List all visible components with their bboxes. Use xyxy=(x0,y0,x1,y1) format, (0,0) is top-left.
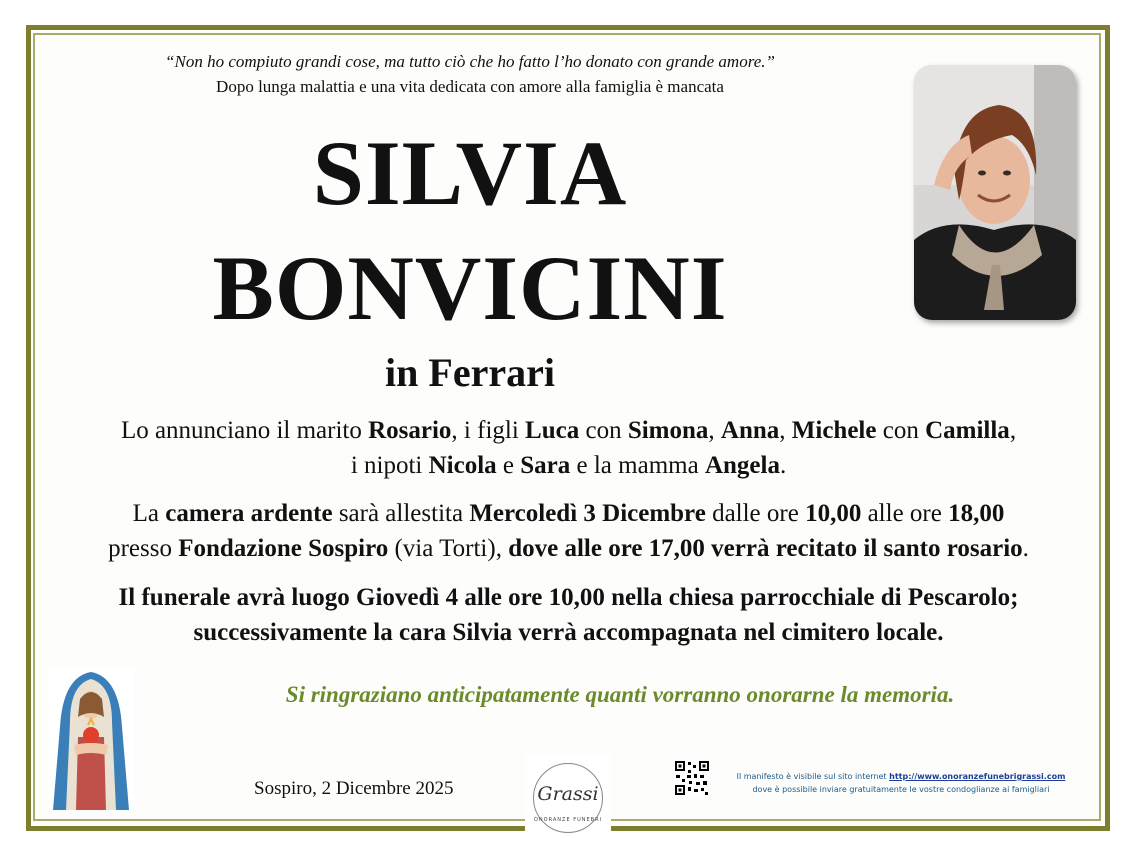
website-info: Il manifesto è visibile sul sito internet http://www.onoranzefunebrigrassi.com dove è possibile inviare gratuitamente le vostre condoglianze ai famigliari xyxy=(736,772,1066,794)
family-announcement: Lo annunciano il marito Rosario, i figli Luca con Simona, Anna, Michele con Camilla, i nipoti Nicola e Sara e la mamma Angela. xyxy=(120,417,1017,479)
madonna-image xyxy=(48,667,134,810)
grandchild-name: Sara xyxy=(520,452,571,479)
logo-name: Grassi xyxy=(537,783,599,805)
funeral-details: Il funerale avrà luogo Giovedì 4 alle ore 10,00 nella chiesa parrocchiale di Pescarolo; successivamente la cara Silvia verrà accompagnata nel cimitero locale. xyxy=(118,584,1019,646)
memorial-quote: “Non ho compiuto grandi cose, ma tutto ciò che ho fatto l’ho donato con grande amore.” xyxy=(165,52,775,71)
husband-name: Rosario xyxy=(368,417,452,444)
intro-line: Dopo lunga malattia e una vita dedicata con amore alla famiglia è mancata xyxy=(216,77,724,96)
place-and-date: Sospiro, 2 Dicembre 2025 xyxy=(254,778,454,799)
married-name: in Ferrari xyxy=(385,350,555,395)
portrait-photo xyxy=(914,65,1076,320)
mother-name: Angela xyxy=(704,452,780,479)
child-name: Luca xyxy=(525,417,580,444)
website-link[interactable]: http://www.onoranzefunebrigrassi.com xyxy=(889,772,1066,781)
child-name: Michele xyxy=(791,417,877,444)
wake-details: La camera ardente sarà allestita Mercoledì 3 Dicembre dalle ore 10,00 alle ore 18,00 presso Fondazione Sospiro (via Torti), dove alle ore 17,00 verrà recitato il santo rosario. xyxy=(108,500,1029,562)
first-name: SILVIA xyxy=(312,122,628,224)
child-name: Anna xyxy=(720,417,780,444)
last-name: BONVICINI xyxy=(212,237,728,339)
thanks-line: Si ringraziano anticipatamente quanti vorranno onorarne la memoria. xyxy=(285,682,955,707)
qr-code-icon[interactable] xyxy=(674,760,710,796)
funeral-home-logo xyxy=(525,755,611,841)
child-partner-name: Camilla xyxy=(925,417,1010,444)
grandchild-name: Nicola xyxy=(428,452,497,479)
logo-subtitle: ONORANZE FUNEBRI xyxy=(533,817,603,823)
child-partner-name: Simona xyxy=(627,417,709,444)
